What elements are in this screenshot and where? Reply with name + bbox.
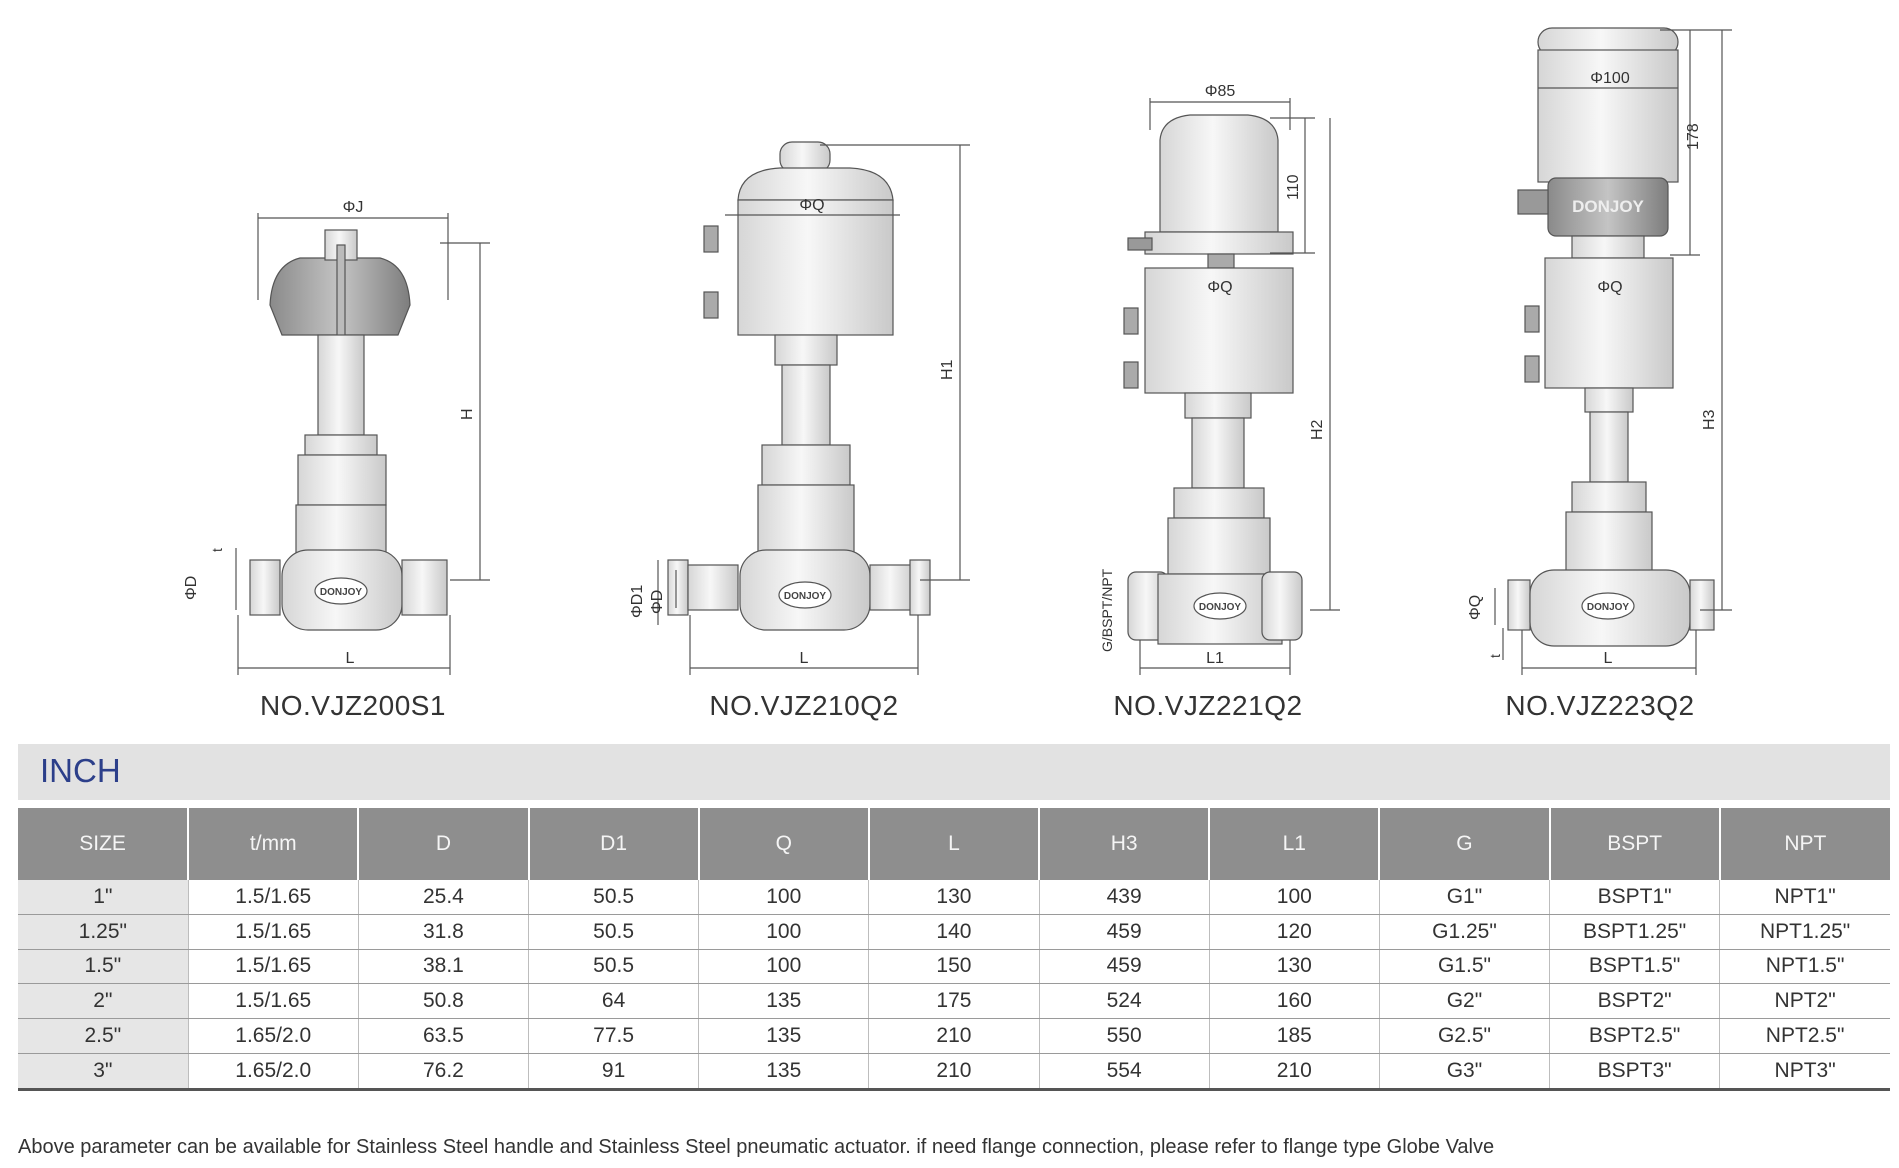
spec-table <box>18 808 1890 1091</box>
table-cell: G3" <box>1379 1053 1549 1089</box>
dim-phi-q-2: ΦQ <box>799 197 825 214</box>
dim-phi-85: Φ85 <box>1204 83 1236 100</box>
table-cell: 50.5 <box>529 914 699 949</box>
table-cell: 50.8 <box>358 984 528 1019</box>
table-cell: 38.1 <box>358 949 528 984</box>
column-header: D <box>358 808 528 880</box>
dim-178: 178 <box>1685 123 1702 150</box>
svg-text:DONJOY: DONJOY <box>1586 602 1630 613</box>
table-cell: 100 <box>699 880 869 914</box>
table-cell: 1.5/1.65 <box>188 914 358 949</box>
column-header: t/mm <box>188 808 358 880</box>
table-cell: 554 <box>1039 1053 1209 1089</box>
table-cell: 1.65/2.0 <box>188 1019 358 1054</box>
table-cell: 120 <box>1209 914 1379 949</box>
table-cell: 1.5/1.65 <box>188 984 358 1019</box>
table-cell: 524 <box>1039 984 1209 1019</box>
table-cell: 64 <box>529 984 699 1019</box>
table-cell: 2.5" <box>18 1019 188 1054</box>
table-cell: 185 <box>1209 1019 1379 1054</box>
table-row <box>18 914 1890 949</box>
dim-h2: H2 <box>1309 419 1326 440</box>
dim-h: H <box>459 408 476 420</box>
table-cell: 210 <box>1209 1053 1379 1089</box>
section-title: INCH <box>40 752 121 789</box>
table-cell: NPT1.25" <box>1720 914 1890 949</box>
table-cell: 50.5 <box>529 949 699 984</box>
table-cell: BSPT1" <box>1550 880 1720 914</box>
table-cell: G1.5" <box>1379 949 1549 984</box>
table-cell: G1" <box>1379 880 1549 914</box>
column-header: L1 <box>1209 808 1379 880</box>
dim-110: 110 <box>1285 174 1302 200</box>
table-cell: NPT1" <box>1720 880 1890 914</box>
table-row <box>18 949 1890 984</box>
table-cell: 1.5" <box>18 949 188 984</box>
dim-t-4: t <box>1487 654 1503 658</box>
valve-vjz200s1-drawing <box>236 213 490 675</box>
table-cell: 135 <box>699 1019 869 1054</box>
table-row <box>18 984 1890 1019</box>
table-cell: 1.5/1.65 <box>188 880 358 914</box>
dim-phi-j: ΦJ <box>342 199 364 216</box>
table-cell: 100 <box>699 914 869 949</box>
column-header: NPT <box>1720 808 1890 880</box>
table-cell: 135 <box>699 984 869 1019</box>
column-header: L <box>869 808 1039 880</box>
table-cell: BSPT2" <box>1550 984 1720 1019</box>
table-cell: 25.4 <box>358 880 528 914</box>
table-row <box>18 1053 1890 1089</box>
dim-h3: H3 <box>1701 409 1718 430</box>
column-header: BSPT <box>1550 808 1720 880</box>
table-cell: 1" <box>18 880 188 914</box>
table-cell: BSPT1.25" <box>1550 914 1720 949</box>
svg-text:DONJOY: DONJOY <box>1198 602 1242 613</box>
valve-vjz221q2-drawing <box>1124 98 1340 675</box>
table-cell: BSPT3" <box>1550 1053 1720 1089</box>
table-cell: 91 <box>529 1053 699 1089</box>
dim-phi-d-2: ΦD <box>649 589 666 614</box>
table-cell: 100 <box>1209 880 1379 914</box>
table-cell: NPT2.5" <box>1720 1019 1890 1054</box>
column-header: H3 <box>1039 808 1209 880</box>
dim-h1: H1 <box>939 359 956 380</box>
column-header: SIZE <box>18 808 188 880</box>
dim-phi-q-4: ΦQ <box>1597 279 1623 296</box>
dim-phi-d: ΦD <box>183 575 200 600</box>
table-row <box>18 880 1890 914</box>
table-cell: 1.65/2.0 <box>188 1053 358 1089</box>
dim-l1: L1 <box>1206 650 1224 667</box>
dim-l: L <box>345 650 355 667</box>
dim-l-2: L <box>799 650 809 667</box>
table-cell: 135 <box>699 1053 869 1089</box>
dim-l-4: L <box>1603 650 1613 667</box>
dim-phi-q-3: ΦQ <box>1207 279 1233 296</box>
table-cell: BSPT2.5" <box>1550 1019 1720 1054</box>
table-cell: 130 <box>869 880 1039 914</box>
dim-phi-d1: ΦD1 <box>629 584 646 618</box>
model-caption-vjz223q2: NO.VJZ223Q2 <box>1505 690 1695 721</box>
table-cell: 140 <box>869 914 1039 949</box>
table-cell: 210 <box>869 1019 1039 1054</box>
table-cell: 76.2 <box>358 1053 528 1089</box>
column-header: Q <box>699 808 869 880</box>
table-cell: 3" <box>18 1053 188 1089</box>
svg-text:DONJOY: DONJOY <box>783 591 827 602</box>
table-cell: 130 <box>1209 949 1379 984</box>
table-cell: 77.5 <box>529 1019 699 1054</box>
table-cell: NPT3" <box>1720 1053 1890 1089</box>
table-cell: 439 <box>1039 880 1209 914</box>
table-cell: G2" <box>1379 984 1549 1019</box>
table-cell: 459 <box>1039 914 1209 949</box>
table-cell: 100 <box>699 949 869 984</box>
dim-thread: G/BSPT/NPT <box>1099 568 1115 652</box>
table-cell: 150 <box>869 949 1039 984</box>
table-cell: 459 <box>1039 949 1209 984</box>
table-header-row <box>18 808 1890 880</box>
table-cell: 1.25" <box>18 914 188 949</box>
table-cell: 63.5 <box>358 1019 528 1054</box>
table-cell: BSPT1.5" <box>1550 949 1720 984</box>
dim-phi-q-side: ΦQ <box>1467 594 1484 620</box>
table-cell: 50.5 <box>529 880 699 914</box>
table-cell: 2" <box>18 984 188 1019</box>
table-cell: G2.5" <box>1379 1019 1549 1054</box>
svg-text:DONJOY: DONJOY <box>1572 197 1644 216</box>
svg-text:DONJOY: DONJOY <box>319 587 363 598</box>
table-row <box>18 1019 1890 1054</box>
column-header: G <box>1379 808 1549 880</box>
valve-vjz210q2-drawing <box>658 142 970 675</box>
table-cell: 210 <box>869 1053 1039 1089</box>
table-cell: 550 <box>1039 1019 1209 1054</box>
model-caption-vjz221q2: NO.VJZ221Q2 <box>1113 690 1303 721</box>
table-cell: NPT2" <box>1720 984 1890 1019</box>
table-cell: NPT1.5" <box>1720 949 1890 984</box>
dim-phi-100: Φ100 <box>1590 70 1630 87</box>
table-cell: 175 <box>869 984 1039 1019</box>
table-cell: 1.5/1.65 <box>188 949 358 984</box>
section-header <box>18 744 1890 800</box>
footnote: Above parameter can be available for Stainless Steel handle and Stainless Steel pneumatic actuator. if need flange connection, please refer to flange type Globe Valve <box>18 1136 1495 1158</box>
column-header: D1 <box>529 808 699 880</box>
table-cell: G1.25" <box>1379 914 1549 949</box>
model-caption-vjz200s1: NO.VJZ200S1 <box>259 690 447 721</box>
table-cell: 160 <box>1209 984 1379 1019</box>
dim-t: t <box>209 548 225 552</box>
model-caption-vjz210q2: NO.VJZ210Q2 <box>709 690 899 721</box>
table-cell: 31.8 <box>358 914 528 949</box>
